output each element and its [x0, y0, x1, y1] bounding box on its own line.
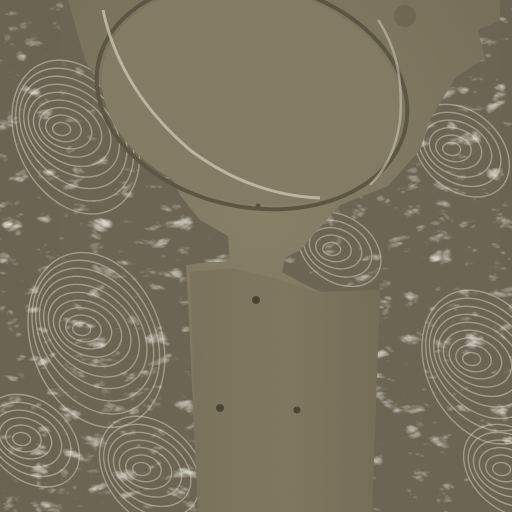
plate-grain	[60, 0, 500, 512]
speck-4	[256, 204, 261, 209]
speck-3	[294, 407, 301, 414]
smooth-plate	[60, 0, 500, 512]
speck-1	[252, 296, 260, 304]
dish-spot	[394, 5, 416, 27]
speck-2	[216, 404, 224, 412]
